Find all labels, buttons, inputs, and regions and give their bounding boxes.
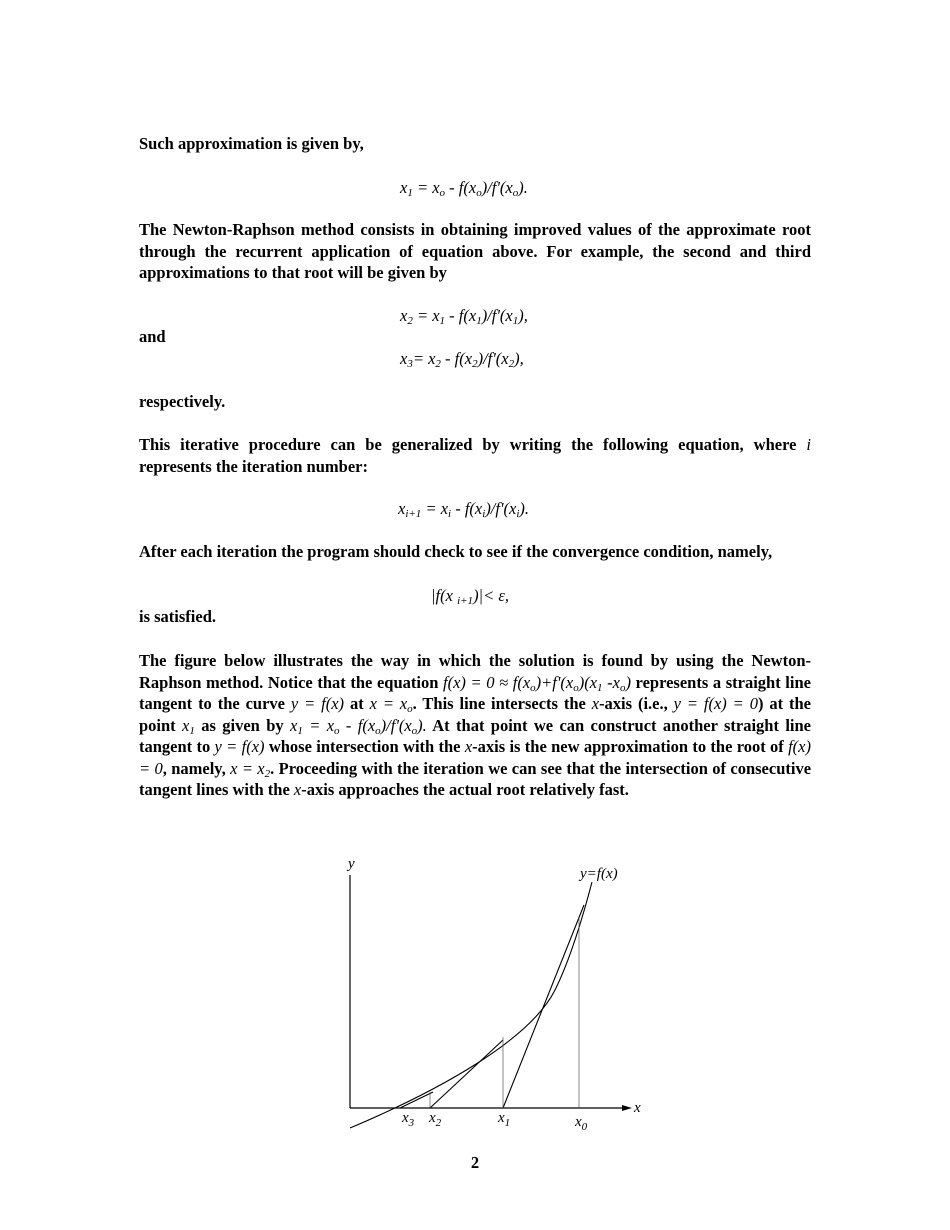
y-axis-label: y — [348, 856, 355, 872]
satisfied-text: is satisfied. — [139, 607, 217, 626]
equation-x1: $x_1 = x_o - f(x_o)/f'(x_o)$. — [400, 178, 528, 199]
intro-text: Such approximation is given by, — [139, 134, 364, 153]
and-word: and — [139, 327, 166, 346]
function-curve — [350, 882, 592, 1128]
tangent-line-x1 — [430, 1040, 503, 1108]
x-axis-label: x — [634, 1100, 641, 1116]
equation-convergence: |f(x $_{i+1}$)|< ε, — [431, 586, 509, 607]
equation-general: $x_{i+1} = x_i - f(x_i)/f'(x_i)$. — [398, 499, 530, 520]
label-x0: $x_0$ — [575, 1114, 588, 1133]
iteration-paragraph: This iterative procedure can be generalized by writing the following equation, where i represents the iteration number: — [139, 435, 811, 476]
x-axis-arrow — [622, 1105, 632, 1111]
tangent-line-x0 — [503, 905, 584, 1108]
convergence-paragraph: After each iteration the program should check to see if the convergence condition, namely, — [139, 542, 773, 561]
equation-x3: $x_3= x_2 - f(x_2)/f'(x_2)$, — [400, 349, 524, 370]
curve-label: y=f(x) — [580, 866, 618, 882]
respectively-word: respectively. — [139, 392, 226, 411]
figure-description-paragraph: The figure below illustrates the way in which the solution is found by using the Newton-Raphson method. Notice that the equation $f(x) = 0 \approx f(x_o)+f'(x_o)(x_1$ $-x_o$) represents a straight line tangent to the curve y = f(x) at $x = x_o$. This line intersects the x-axis (i.e., y = f(x) = 0) at the point $x_1$ as given by $x_1 = x_o - f(x_o)/f'(x_o)$. At that point we can construct another straight line tangent to y = f(x) whose intersection with the x-axis is the new approximation to the root of f(x) = 0, namely, $x = x_2$. Proceeding with the iteration we can see that the intersection of consecutive tangent lines with the x-axis approaches the actual root relatively fast. — [139, 651, 812, 799]
tangent-line-x2 — [400, 1092, 433, 1108]
label-x1: $x_1$ — [498, 1110, 511, 1129]
page-number: 2 — [470, 1153, 480, 1172]
label-x3: $x_3$ — [402, 1110, 415, 1129]
equation-x2: $x_2 = x_1 - f(x_1)/f'(x_1)$, — [400, 306, 528, 327]
newton-raphson-paragraph: The Newton-Raphson method consists in obtaining improved values of the approximate root through the recurrent application of equation above. For example, the second and third approximations to that root will be given by — [139, 220, 811, 282]
label-x2: $x_2$ — [429, 1110, 442, 1129]
